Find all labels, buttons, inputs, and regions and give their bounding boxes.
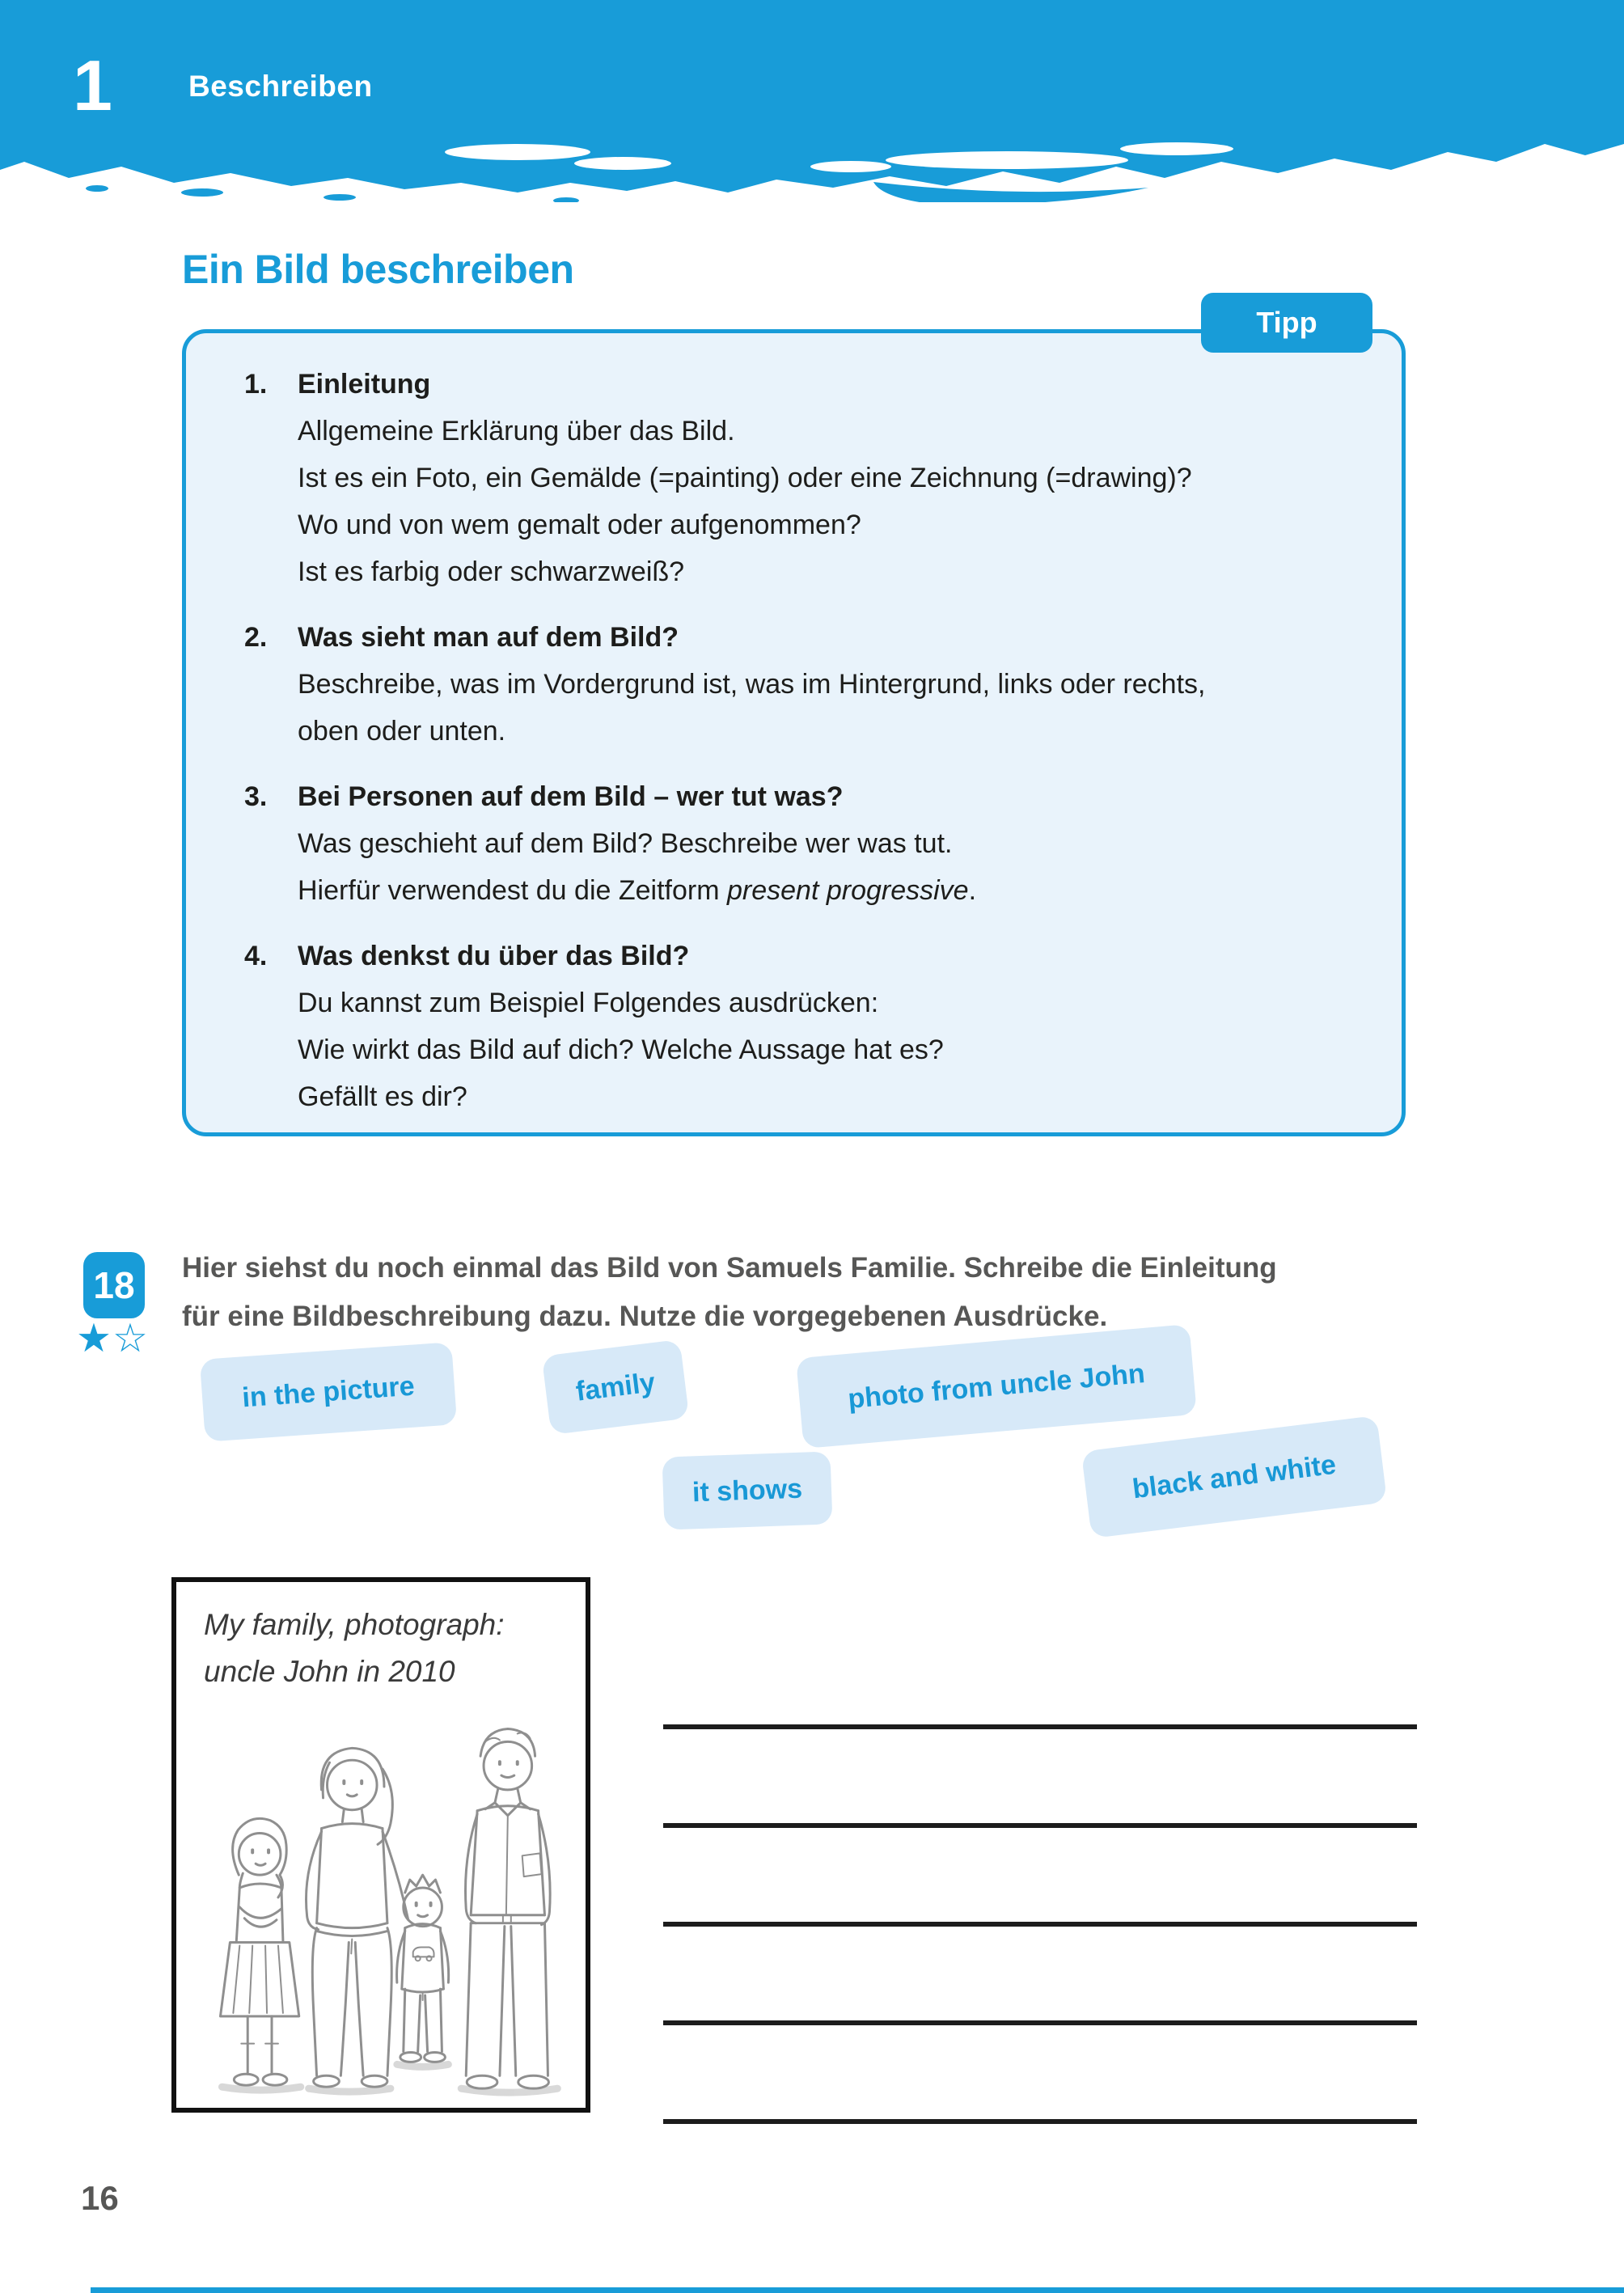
writing-line	[663, 2020, 1417, 2025]
tip-item-number: 3.	[244, 781, 268, 812]
tip-item-line: Du kannst zum Beispiel Folgendes ausdrücken:	[298, 988, 879, 1018]
word-bubble-in-the-picture: in the picture	[200, 1342, 457, 1442]
tip-item-line: Wie wirkt das Bild auf dich? Welche Aussage hat es?	[298, 1034, 944, 1065]
tip-item-line: Gefällt es dir?	[298, 1081, 467, 1112]
chapter-title: Beschreiben	[188, 70, 373, 103]
family-line-drawing	[176, 1673, 586, 2106]
difficulty-stars	[76, 1315, 149, 1363]
tip-item-number: 1.	[244, 369, 268, 400]
writing-line	[663, 1922, 1417, 1927]
word-bubble-family: family	[542, 1339, 690, 1435]
tip-item-body	[298, 361, 1360, 595]
exercise-number-badge: 18	[83, 1252, 145, 1318]
section-title: Ein Bild beschreiben	[182, 247, 574, 292]
picture-caption-line: uncle John in 2010	[204, 1655, 455, 1688]
picture-caption-line: My family, photograph:	[204, 1608, 505, 1641]
tip-item-line: oben oder unten.	[298, 716, 506, 747]
writing-line	[663, 1823, 1417, 1828]
tip-item-line: Ist es farbig oder schwarzweiß?	[298, 556, 685, 587]
family-picture-frame	[171, 1577, 590, 2113]
footer-rule	[91, 2287, 1624, 2293]
writing-line	[663, 2119, 1417, 2124]
tip-item-body	[298, 773, 1360, 914]
tip-item-title: Was denkst du über das Bild?	[298, 941, 690, 971]
tip-item-4	[244, 933, 1360, 1120]
chapter-number: 1	[73, 45, 112, 125]
writing-line	[663, 1724, 1417, 1729]
instruction-line: Hier siehst du noch einmal das Bild von Samuels Familie. Schreibe die Einleitung	[182, 1252, 1277, 1284]
tip-item-line: Wo und von wem gemalt oder aufgenommen?	[298, 510, 861, 540]
tip-item-number: 2.	[244, 622, 268, 653]
tip-item-2	[244, 614, 1360, 755]
star-outline-icon: ☆	[112, 1317, 149, 1360]
word-bubble-black-and-white: black and white	[1081, 1415, 1387, 1538]
tip-item-body	[298, 614, 1360, 755]
word-bubble-photo-from-uncle-john: photo from uncle John	[796, 1324, 1197, 1449]
tip-item-line: Beschreibe, was im Vordergrund ist, was im Hintergrund, links oder rechts,	[298, 669, 1206, 700]
tip-item-line: Ist es ein Foto, ein Gemälde (=painting) oder eine Zeichnung (=drawing)?	[298, 463, 1192, 493]
tip-item-body	[298, 933, 1360, 1120]
tip-item-title: Bei Personen auf dem Bild – wer tut was?	[298, 781, 844, 812]
italic-term: present progressive	[726, 875, 969, 906]
page-number: 16	[81, 2179, 119, 2217]
instruction-line: für eine Bildbeschreibung dazu. Nutze die vorgegebenen Ausdrücke.	[182, 1301, 1108, 1332]
exercise-instruction	[182, 1244, 1419, 1341]
word-bubble-it-shows: it shows	[662, 1451, 832, 1529]
tip-item-1	[244, 361, 1360, 595]
tip-item-title: Einleitung	[298, 369, 431, 400]
tip-item-3	[244, 773, 1360, 914]
star-filled-icon: ★	[76, 1317, 112, 1360]
tip-item-title: Was sieht man auf dem Bild?	[298, 622, 679, 653]
tip-content	[244, 361, 1360, 1139]
tip-item-line: Hierfür verwendest du die Zeitform present progressive.	[298, 875, 977, 906]
tip-item-line: Was geschieht auf dem Bild? Beschreibe wer was tut.	[298, 828, 953, 859]
tip-tab-label: Tipp	[1201, 293, 1372, 353]
tip-box	[182, 306, 1406, 1136]
tip-item-line: Allgemeine Erklärung über das Bild.	[298, 416, 735, 446]
tip-item-number: 4.	[244, 941, 268, 971]
